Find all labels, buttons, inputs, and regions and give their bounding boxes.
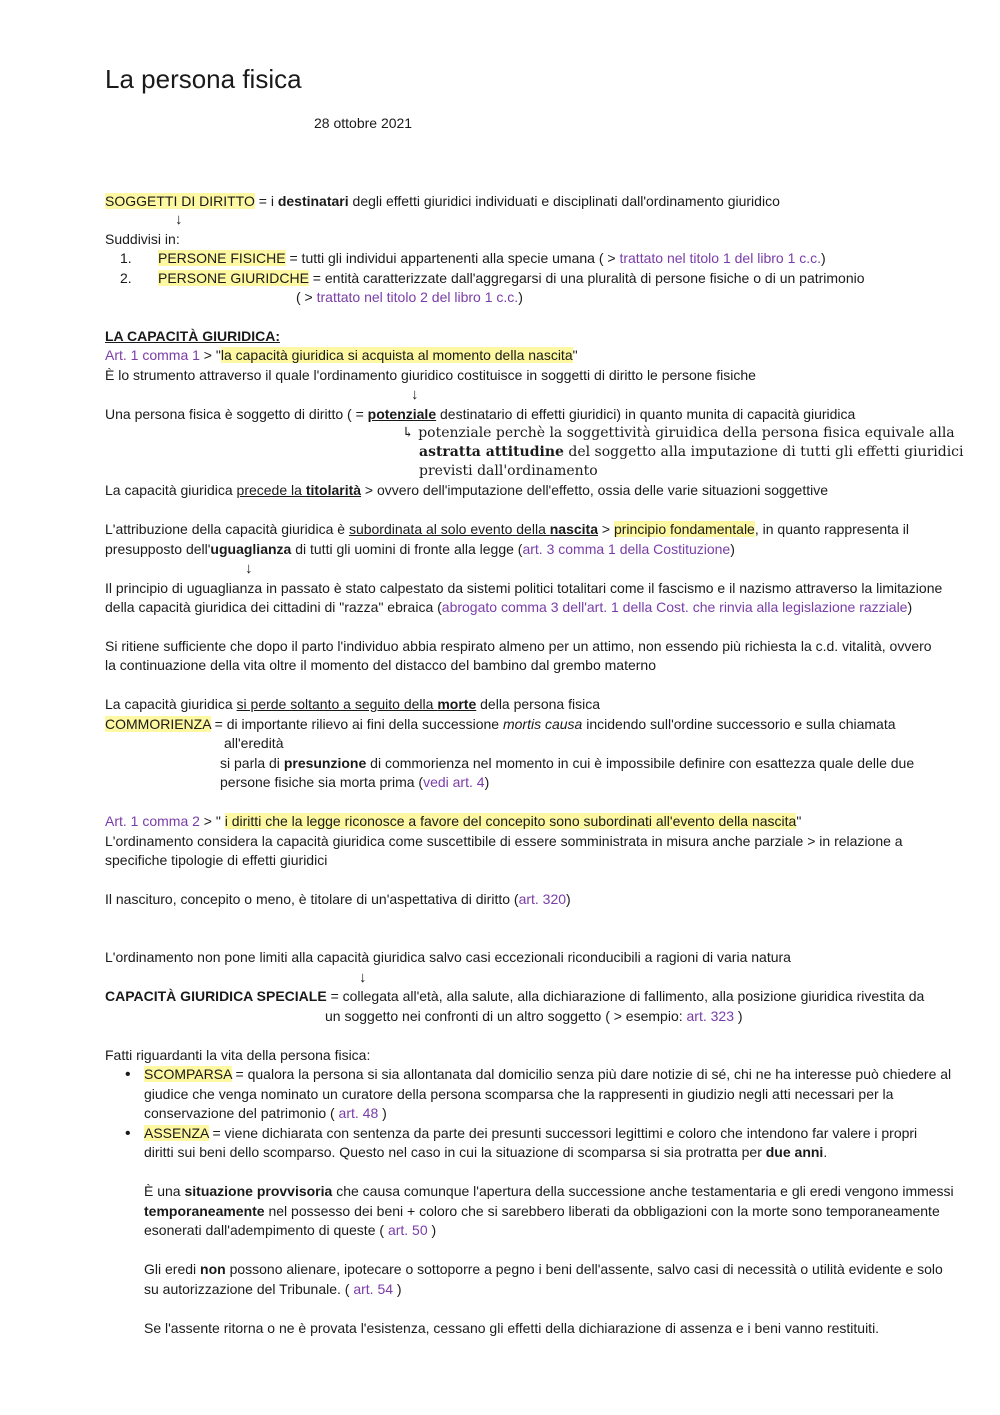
text-line: diritti sui beni dello scomparso. Questo nel caso in cui la situazione di scomparsa si sia protratta per due anni. xyxy=(144,1144,828,1160)
text-line: È lo strumento attraverso il quale l'ordinamento giuridico costituisce in soggetti di diritto le persone fisiche xyxy=(105,367,756,383)
text-line: CAPACITÀ GIURIDICA SPECIALE = collegata all'età, alla salute, alla dichiarazione di fallimento, alla posizione giuridica rivestita da xyxy=(105,988,925,1004)
text-line: esonerati dall'adempimento di queste ( art. 50 ) xyxy=(144,1222,437,1238)
text-line: specifiche tipologie di effetti giuridici xyxy=(105,852,328,868)
text-line: Gli eredi non possono alienare, ipotecare o sottoporre a pegno i beni dell'assente, salvo casi di necessità o utilità evidente e solo xyxy=(144,1261,943,1277)
hook-arrow-icon: ↳ xyxy=(402,425,414,441)
text-line: Se l'assente ritorna o ne è provata l'esistenza, cessano gli effetti della dichiarazione di assenza e i beni vanno restituiti. xyxy=(144,1320,880,1336)
date-line: 28 ottobre 2021 xyxy=(314,115,413,131)
text-line: La capacità giuridica si perde soltanto a seguito della morte della persona fisica xyxy=(105,696,600,712)
text-line: astratta attitudine del soggetto alla imputazione di tutti gli effetti giuridici xyxy=(419,444,964,460)
text-line: Suddivisi in: xyxy=(105,231,180,247)
text-line: si parla di presunzione di commorienza nel momento in cui è impossibile definire con esattezza quale delle due xyxy=(220,755,915,771)
text-line: Fatti riguardanti la vita della persona fisica: xyxy=(105,1047,371,1063)
text-line: della capacità giuridica dei cittadini di "razza" ebraica (abrogato comma 3 dell'art. 1 della Cost. che rinvia alla legislazione razziale) xyxy=(105,599,913,615)
text-line: temporaneamente nel possesso dei beni + coloro che si sarebbero liberati da obbligazioni con la morte sono temporaneamente xyxy=(144,1203,940,1219)
bullet-icon: • xyxy=(125,1125,131,1142)
list-item: 2. PERSONE GIURIDCHE = entità caratterizzate dall'aggregarsi di una pluralità di persone fisiche o di un patrimonio xyxy=(120,270,865,286)
bullet-icon: • xyxy=(125,1066,131,1083)
section-heading: LA CAPACITÀ GIURIDICA: xyxy=(105,328,280,344)
text-line: giudice che venga nominato un curatore della persona scomparsa che la rappresenti in giudizio negli atti necessari per la xyxy=(144,1086,894,1102)
text-line: la continuazione della vita oltre il momento del distacco del bambino dal grembo materno xyxy=(105,657,656,673)
page-title: La persona fisica xyxy=(105,64,302,94)
text-line: Il nascituro, concepito o meno, è titolare di un'aspettativa di diritto (art. 320) xyxy=(105,891,571,907)
list-item: ASSENZA = viene dichiarata con sentenza da parte dei presunti successori legittimi e coloro che intendono far valere i propri xyxy=(144,1125,918,1141)
text-line: presupposto dell'uguaglianza di tutti gli uomini di fronte alla legge (art. 3 comma 1 della Costituzione) xyxy=(105,541,735,557)
text-line: su autorizzazione del Tribunale. ( art. 54 ) xyxy=(144,1281,402,1297)
down-arrow-icon: ↓ xyxy=(359,969,367,986)
text-line: È una situazione provvisoria che causa comunque l'apertura della successione anche testamentaria e gli eredi vengono immessi xyxy=(144,1183,954,1199)
text-line: Art. 1 comma 1 > "la capacità giuridica si acquista al momento della nascita" xyxy=(105,347,578,363)
text-line: conservazione del patrimonio ( art. 48 ) xyxy=(144,1105,387,1121)
list-item: SCOMPARSA = qualora la persona si sia allontanata dal domicilio senza più dare notizie di sé, chi ne ha interesse può chiedere al xyxy=(144,1066,952,1082)
text-line: Si ritiene sufficiente che dopo il parto l'individuo abbia respirato almeno per un attimo, non essendo più richiesta la c.d. vitalità, ovvero xyxy=(105,638,932,654)
text-line: La capacità giuridica precede la titolarità > ovvero dell'imputazione dell'effetto, ossia delle varie situazioni soggettive xyxy=(105,482,829,498)
text-line: L'ordinamento considera la capacità giuridica come suscettibile di essere somministrata in misura anche parziale > in relazione a xyxy=(105,833,903,849)
text-line: persone fisiche sia morta prima (vedi art. 4) xyxy=(220,774,490,790)
text-line: previsti dall'ordinamento xyxy=(419,463,598,479)
list-item: 1. PERSONE FISICHE = tutti gli individui appartenenti alla specie umana ( > trattato nel titolo 1 del libro 1 c.c.) xyxy=(120,250,826,266)
text-line: Il principio di uguaglianza in passato è stato calpestato da sistemi politici totalitari come il fascismo e il nazismo attraverso la limitazione xyxy=(105,580,943,596)
text-line: ( > trattato nel titolo 2 del libro 1 c.c.) xyxy=(296,289,523,305)
down-arrow-icon: ↓ xyxy=(411,386,419,403)
text-line: COMMORIENZA = di importante rilievo ai fini della successione mortis causa incidendo sull'ordine successorio e sulla chiamata xyxy=(105,716,896,732)
text-line: un soggetto nei confronti di un altro soggetto ( > esempio: art. 323 ) xyxy=(325,1008,743,1024)
down-arrow-icon: ↓ xyxy=(245,560,253,577)
text-line: L'ordinamento non pone limiti alla capacità giuridica salvo casi eccezionali riconducibili a ragioni di varia natura xyxy=(105,949,791,965)
text-line: SOGGETTI DI DIRITTO = i destinatari degli effetti giuridici individuati e disciplinati dall'ordinamento giuridico xyxy=(105,193,780,209)
text-line: Art. 1 comma 2 > " i diritti che la legge riconosce a favore del concepito sono subordinati all'evento della nascita" xyxy=(105,813,802,829)
text-line: L'attribuzione della capacità giuridica è subordinata al solo evento della nascita > principio fondamentale, in quanto rappresenta il xyxy=(105,521,909,537)
text-line: Una persona fisica è soggetto di diritto ( = potenziale destinatario di effetti giuridici) in quanto munita di capacità giuridica xyxy=(105,406,856,422)
text-line: all'eredità xyxy=(224,735,284,751)
down-arrow-icon: ↓ xyxy=(175,211,183,228)
text-line: ↳ potenziale perchè la soggettività giruidica della persona fisica equivale alla xyxy=(402,425,955,441)
